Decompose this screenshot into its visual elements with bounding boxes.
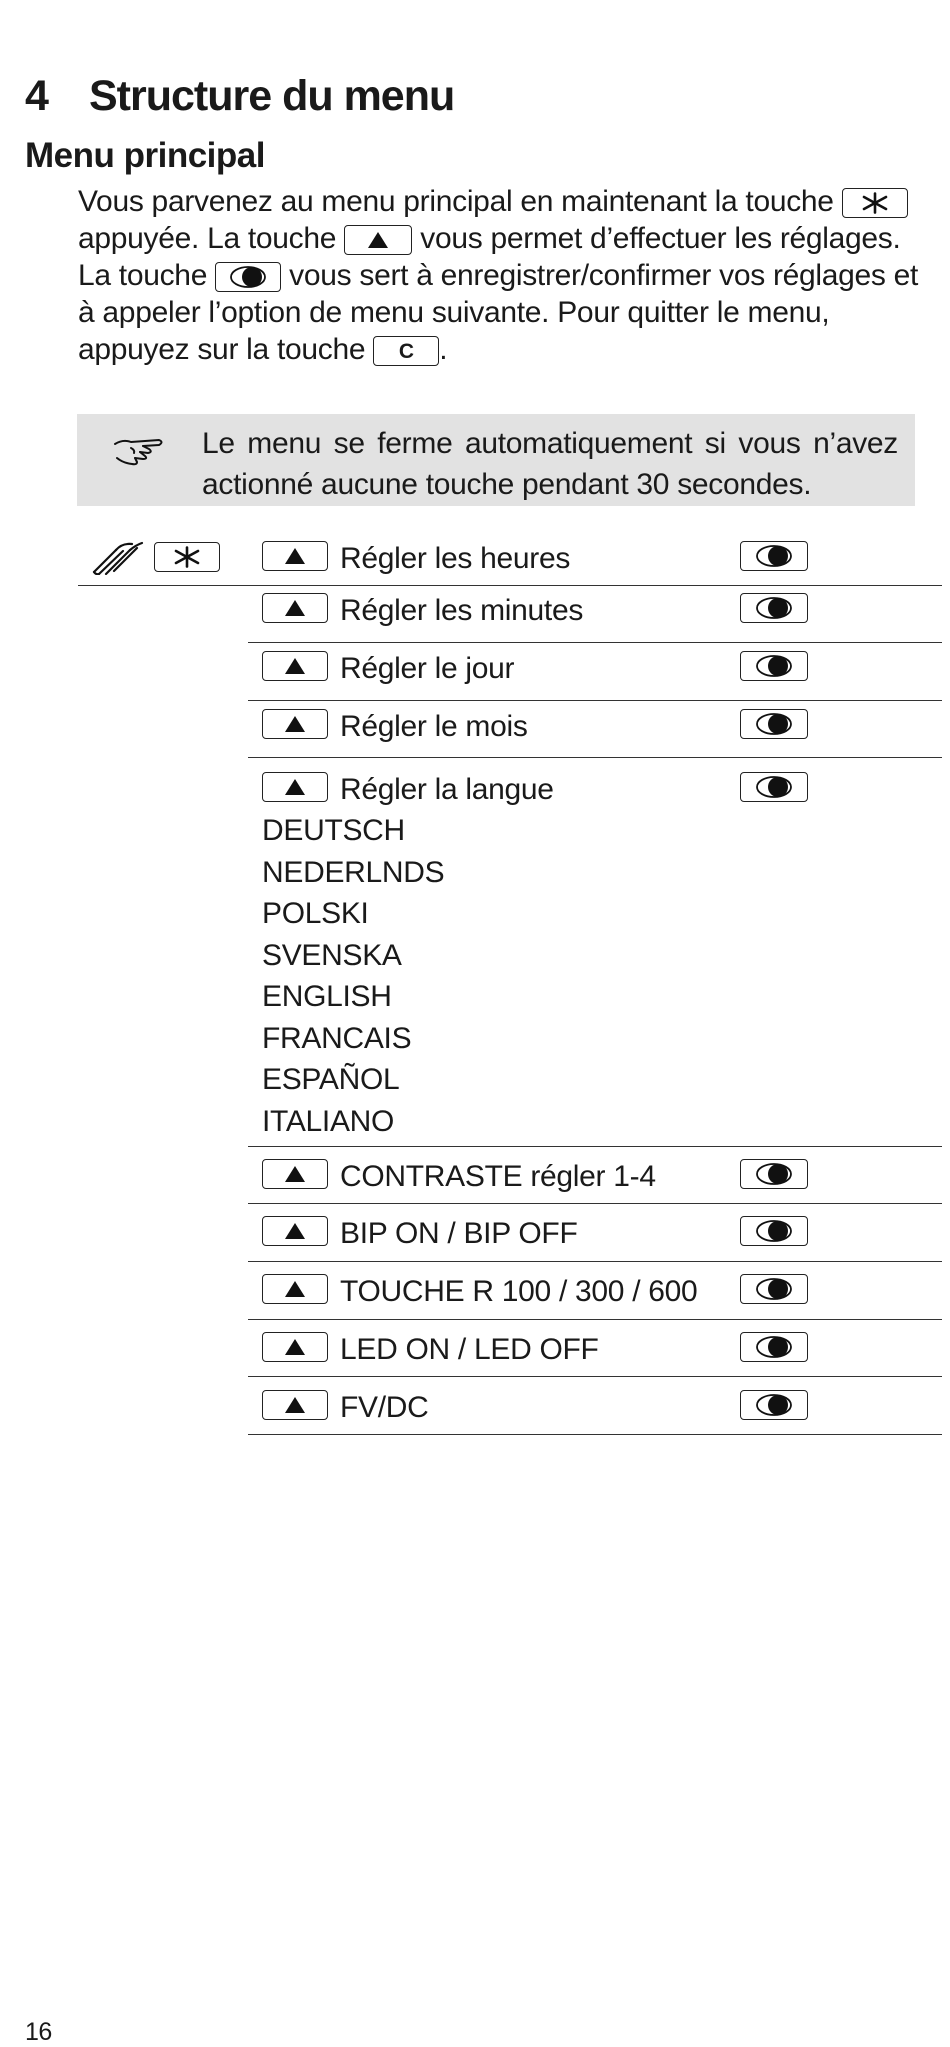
intro-text-5: .	[439, 333, 448, 366]
confirm-key-icon	[740, 772, 808, 802]
confirm-key-icon	[215, 262, 281, 292]
c-key-icon	[373, 336, 439, 366]
language-option: FRANCAIS	[262, 1021, 412, 1055]
up-arrow-key-icon	[262, 541, 328, 571]
up-arrow-key-icon	[262, 651, 328, 681]
menu-row-label: Régler le mois	[340, 710, 528, 743]
up-arrow-key-icon	[262, 1332, 328, 1362]
menu-row-label: Régler le jour	[340, 652, 515, 685]
menu-row-label: LED ON / LED OFF	[340, 1333, 599, 1366]
language-option: POLSKI	[262, 897, 369, 930]
row-divider	[248, 642, 942, 643]
confirm-key-icon	[740, 1332, 808, 1362]
menu-row-label: CONTRASTE régler 1-4	[340, 1160, 656, 1193]
up-arrow-key-icon	[262, 593, 328, 623]
menu-row-label: FV/DC	[340, 1391, 429, 1424]
language-option: ENGLISH	[262, 980, 392, 1013]
pointing-hand-icon	[113, 434, 165, 473]
row-divider	[248, 700, 942, 701]
up-arrow-key-icon	[262, 772, 328, 802]
asterisk-key-icon	[842, 188, 908, 218]
language-option: ITALIANO	[262, 1104, 395, 1138]
up-arrow-key-icon	[262, 1390, 328, 1420]
section-title: Menu principal	[25, 136, 265, 175]
row-divider	[248, 1261, 942, 1262]
row-divider	[248, 1319, 942, 1320]
row-divider	[248, 757, 942, 758]
intro-text-3: vous permet d’effectuer les réglages. La touche	[78, 222, 901, 292]
asterisk-key-icon	[154, 542, 220, 572]
c-key-letter: C	[398, 339, 414, 363]
up-arrow-key-icon	[262, 709, 328, 739]
row-divider	[248, 1376, 942, 1377]
chapter-number: 4	[25, 72, 48, 120]
intro-paragraph	[78, 183, 940, 368]
intro-text-4: vous sert à enregistrer/confirmer vos réglages et à appeler l’option de menu suivante. Pour quitter le menu, appuyez sur la touche	[78, 259, 919, 366]
row-divider	[248, 1203, 942, 1204]
up-arrow-key-icon	[262, 1159, 328, 1189]
menu-row-label: Régler les minutes	[340, 594, 584, 627]
up-arrow-key-icon	[262, 1216, 328, 1246]
intro-text-2: appuyée. La touche	[78, 222, 337, 255]
page-number: 16	[25, 2018, 52, 2046]
up-arrow-key-icon	[262, 1274, 328, 1304]
confirm-key-icon	[740, 1390, 808, 1420]
confirm-key-icon	[740, 593, 808, 623]
language-option: SVENSKA	[262, 938, 402, 972]
up-arrow-key-icon	[344, 225, 412, 255]
confirm-key-icon	[740, 541, 808, 571]
confirm-key-icon	[740, 1274, 808, 1304]
steps-icon	[92, 541, 144, 580]
row-divider	[248, 1146, 942, 1147]
language-option: ESPAÑOL	[262, 1063, 400, 1096]
language-option: DEUTSCH	[262, 814, 405, 847]
menu-row-label: Régler la langue	[340, 773, 554, 806]
language-option: NEDERLNDS	[262, 855, 445, 889]
menu-row-label: BIP ON / BIP OFF	[340, 1217, 578, 1250]
row-divider	[78, 585, 942, 586]
confirm-key-icon	[740, 1159, 808, 1189]
menu-row-label: Régler les heures	[340, 542, 571, 575]
confirm-key-icon	[740, 709, 808, 739]
intro-text-1: Vous parvenez au menu principal en maintenant la touche	[78, 185, 834, 218]
language-list	[262, 810, 444, 1142]
chapter-heading	[25, 72, 454, 121]
note-text: Le menu se ferme automatiquement si vous n’avez actionné aucune touche pendant 30 secondes.	[202, 427, 898, 501]
confirm-key-icon	[740, 1216, 808, 1246]
note-box	[77, 414, 915, 506]
menu-row-label: TOUCHE R 100 / 300 / 600	[340, 1275, 698, 1308]
confirm-key-icon	[740, 651, 808, 681]
row-divider	[248, 1434, 942, 1435]
chapter-title: Structure du menu	[89, 72, 455, 120]
